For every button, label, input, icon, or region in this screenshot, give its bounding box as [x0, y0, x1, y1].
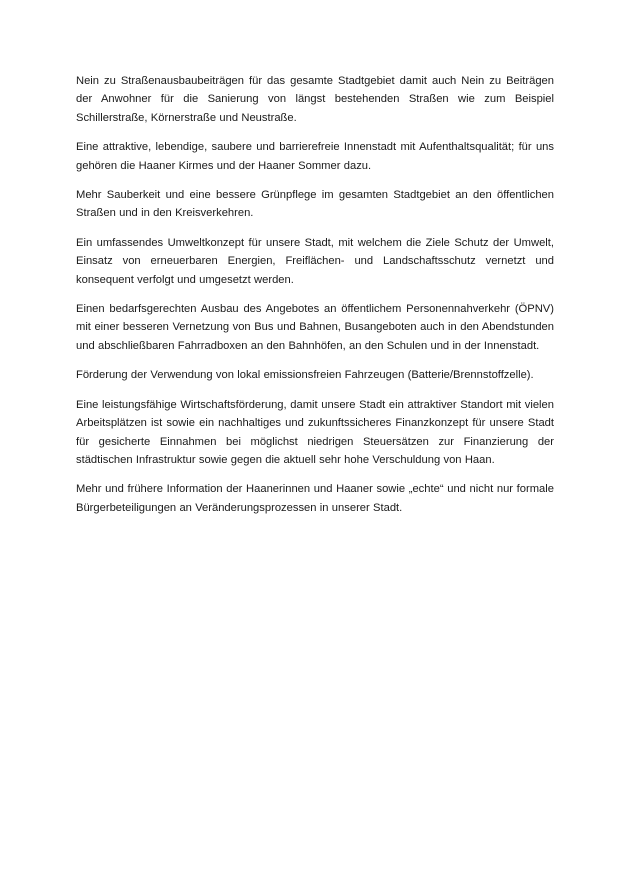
paragraph-umweltkonzept: Ein umfassendes Umweltkonzept für unsere Stadt, mit welchem die Ziele Schutz der Umwelt, Einsatz von erneuerbaren Energien, Freiflächen- und Landschaftsschutz vernetzt und konsequent verfolgt und umgesetzt werden. — [76, 236, 554, 286]
paragraph-wirtschaftsfoerderung: Eine leistungsfähige Wirtschaftsförderung, damit unsere Stadt ein attraktiver Standort mit vielen Arbeitsplätzen ist sowie ein nachhaltiges und zukunftssicheres Finanzkonzept für unsere Stadt für gesicherte Einnahmen bei möglichst niedrigen Steuersätzen zur Finanzierung der städtischen Infrastruktur sowie gegen die aktuell sehr hohe Verschuldung von Haan. — [76, 398, 554, 466]
paragraph-sauberkeit: Mehr Sauberkeit und eine bessere Grünpflege im gesamten Stadtgebiet an den öffentlichen Straßen und in den Kreisverkehren. — [76, 189, 554, 220]
document-body — [76, 72, 554, 528]
paragraph-oepnv: Einen bedarfsgerechten Ausbau des Angebotes an öffentlichem Personennahverkehr (ÖPNV) mit einer besseren Vernetzung von Bus und Bahnen, Busangeboten auch in den Abendstunden und abschließbaren Fahrradboxen an den Bahnhöfen, an den Schulen und in der Innenstadt. — [76, 303, 554, 352]
paragraph-buergerbeteiligung: Mehr und frühere Information der Haanerinnen und Haaner sowie „echte“ und nicht nur formale Bürgerbeteiligungen an Veränderungsprozessen in unserer Stadt. — [76, 483, 554, 514]
paragraph-strassenausbaubeitraege: Nein zu Straßenausbaubeiträgen für das gesamte Stadtgebiet damit auch Nein zu Beiträgen der Anwohner für die Sanierung von längst bestehenden Straßen wie zum Beispiel Schillerstraße, Körnerstraße und Neustraße. — [76, 75, 554, 124]
paragraph-emissionsfreie-fahrzeuge: Förderung der Verwendung von lokal emissionsfreien Fahrzeugen (Batterie/Brennstoffzelle). — [76, 369, 534, 382]
paragraph-innenstadt: Eine attraktive, lebendige, saubere und barrierefreie Innenstadt mit Aufenthaltsqualität; für uns gehören die Haaner Kirmes und der Haaner Sommer dazu. — [76, 141, 554, 172]
